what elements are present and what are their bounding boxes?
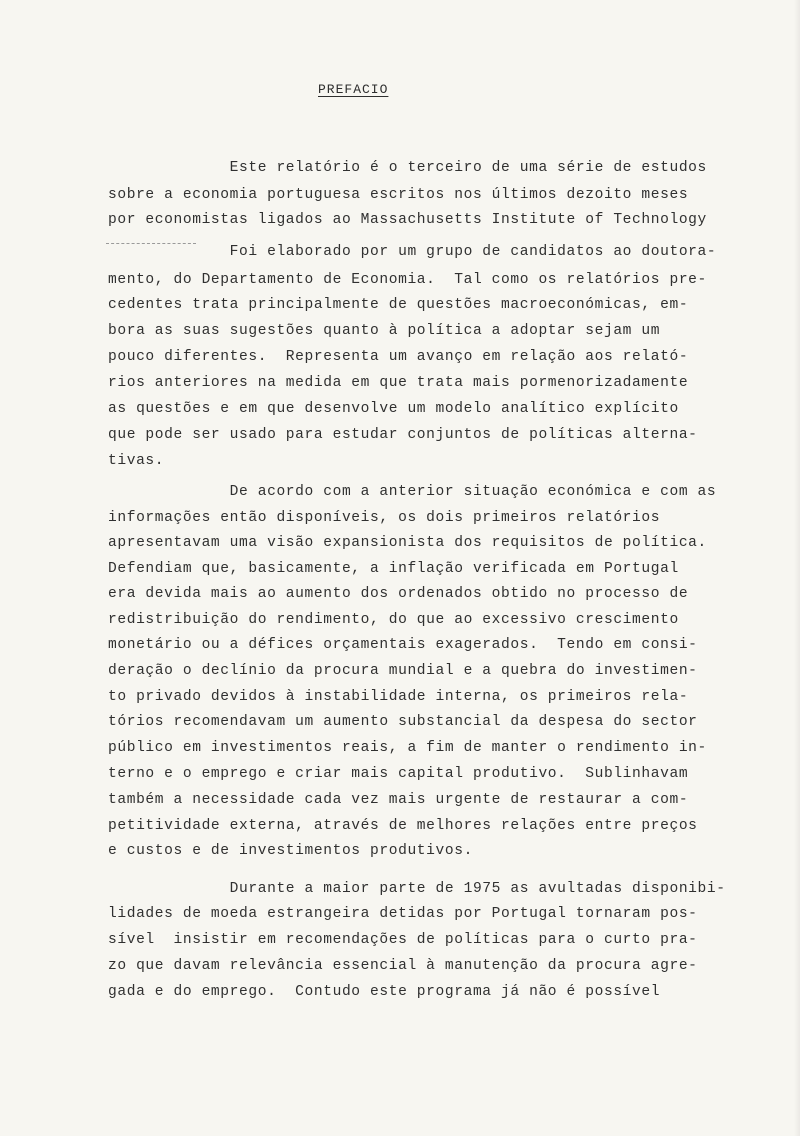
text-line: também a necessidade cada vez mais urgente de restaurar a com-: [108, 792, 689, 808]
text-line: tivas.: [108, 453, 165, 469]
text-line: tórios recomendavam um aumento substancial da despesa do sector: [108, 714, 698, 730]
text-line: Foi elaborado por um grupo de candidatos ao doutora-: [108, 244, 717, 260]
text-line: lidades de moeda estrangeira detidas por Portugal tornaram pos-: [108, 906, 698, 922]
text-line: Durante a maior parte de 1975 as avultadas disponibi-: [108, 881, 726, 897]
text-line: era devida mais ao aumento dos ordenados obtido no processo de: [108, 586, 689, 602]
text-line: De acordo com a anterior situação económica e com as: [108, 484, 717, 500]
text-line: sobre a economia portuguesa escritos nos últimos dezoito meses: [108, 187, 689, 203]
text-line: pouco diferentes. Representa um avanço em relação aos relató-: [108, 349, 689, 365]
text-line: redistribuição do rendimento, do que ao excessivo crescimento: [108, 612, 679, 628]
scan-edge-shadow: [794, 0, 800, 1136]
text-line: Defendiam que, basicamente, a inflação verificada em Portugal: [108, 561, 679, 577]
page-title: PREFACIO: [318, 82, 389, 97]
text-line: as questões e em que desenvolve um modelo analítico explícito: [108, 401, 679, 417]
text-line: zo que davam relevância essencial à manutenção da procura agre-: [108, 958, 698, 974]
text-line: petitividade externa, através de melhores relações entre preços: [108, 818, 698, 834]
text-line: sível insistir em recomendações de políticas para o curto pra-: [108, 932, 698, 948]
text-line: que pode ser usado para estudar conjuntos de políticas alterna-: [108, 427, 698, 443]
text-line: mento, do Departamento de Economia. Tal como os relatórios pre-: [108, 272, 707, 288]
text-line: público em investimentos reais, a fim de manter o rendimento in-: [108, 740, 707, 756]
text-line: por economistas ligados ao Massachusetts Institute of Technology: [108, 212, 707, 228]
text-line: deração o declínio da procura mundial e a quebra do investimen-: [108, 663, 698, 679]
text-line: cedentes trata principalmente de questões macroeconómicas, em-: [108, 297, 689, 313]
text-line: apresentavam uma visão expansionista dos requisitos de política.: [108, 535, 707, 551]
text-line: monetário ou a défices orçamentais exagerados. Tendo em consi-: [108, 637, 698, 653]
text-line: to privado devidos à instabilidade interna, os primeiros rela-: [108, 689, 689, 705]
text-line: gada e do emprego. Contudo este programa já não é possível: [108, 984, 661, 1000]
text-line: e custos e de investimentos produtivos.: [108, 843, 473, 859]
text-line: informações então disponíveis, os dois primeiros relatórios: [108, 510, 661, 526]
text-line: terno e o emprego e criar mais capital produtivo. Sublinhavam: [108, 766, 689, 782]
text-line: rios anteriores na medida em que trata mais pormenorizadamente: [108, 375, 689, 391]
text-line: bora as suas sugestões quanto à política a adoptar sejam um: [108, 323, 661, 339]
text-line: Este relatório é o terceiro de uma série de estudos: [108, 160, 707, 176]
